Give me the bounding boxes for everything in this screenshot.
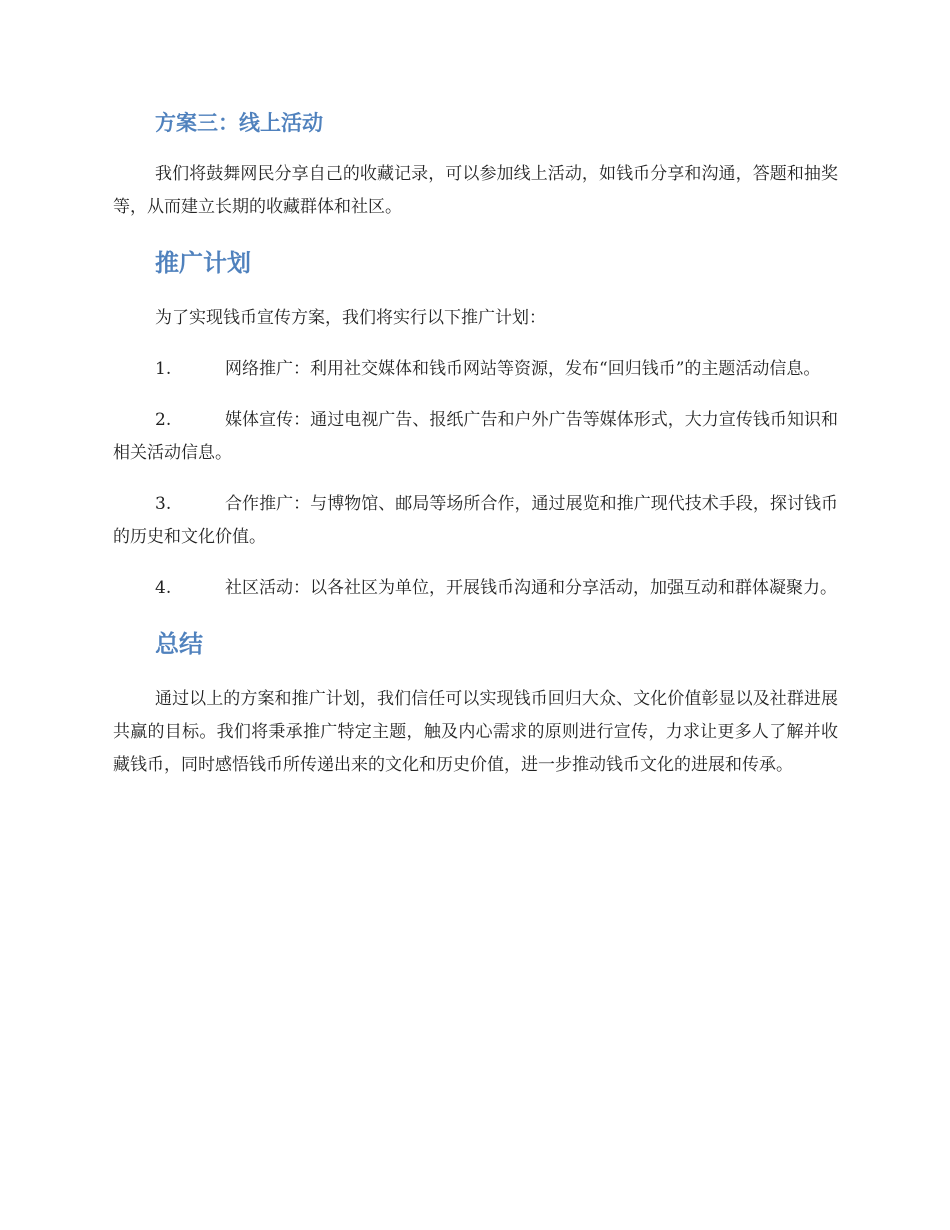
section-heading-promotion: 推广计划 [155, 249, 251, 277]
list-number: 1. [155, 359, 172, 379]
paragraph-promotion-intro: 为了实现钱币宣传方案，我们将实行以下推广计划： [155, 308, 546, 328]
list-item [113, 488, 838, 554]
paragraph-summary: 通过以上的方案和推广计划，我们信任可以实现钱币回归大众、文化价值彰显以及社群进展共赢的目标。我们将秉承推广特定主题，触及内心需求的原则进行宣传，力求让更多人了解并收藏钱币，同时感悟钱币所传递出来的文化和历史价值，进一步推动钱币文化的进展和传承。 [113, 689, 838, 775]
paragraph-plan3: 我们将鼓舞网民分享自己的收藏记录，可以参加线上活动，如钱币分享和沟通，答题和抽奖等，从而建立长期的收藏群体和社区。 [113, 164, 838, 217]
list-text: 媒体宣传：通过电视广告、报纸广告和户外广告等媒体形式，大力宣传钱币知识和相关活动信息。 [113, 410, 838, 463]
list-item [113, 572, 838, 605]
list-number: 4. [155, 578, 172, 598]
section-heading-plan3: 方案三：线上活动 [155, 111, 323, 135]
list-item [113, 353, 838, 386]
list-number: 2. [155, 410, 172, 430]
section-heading-summary: 总结 [155, 630, 203, 658]
document-page [113, 100, 838, 782]
list-text: 网络推广：利用社交媒体和钱币网站等资源，发布“回归钱币”的主题活动信息。 [225, 359, 821, 379]
list-item [113, 404, 838, 470]
list-text: 社区活动：以各社区为单位，开展钱币沟通和分享活动，加强互动和群体凝聚力。 [225, 578, 837, 598]
list-number: 3. [155, 494, 172, 514]
list-text: 合作推广：与博物馆、邮局等场所合作，通过展览和推广现代技术手段，探讨钱币的历史和文化价值。 [113, 494, 838, 547]
